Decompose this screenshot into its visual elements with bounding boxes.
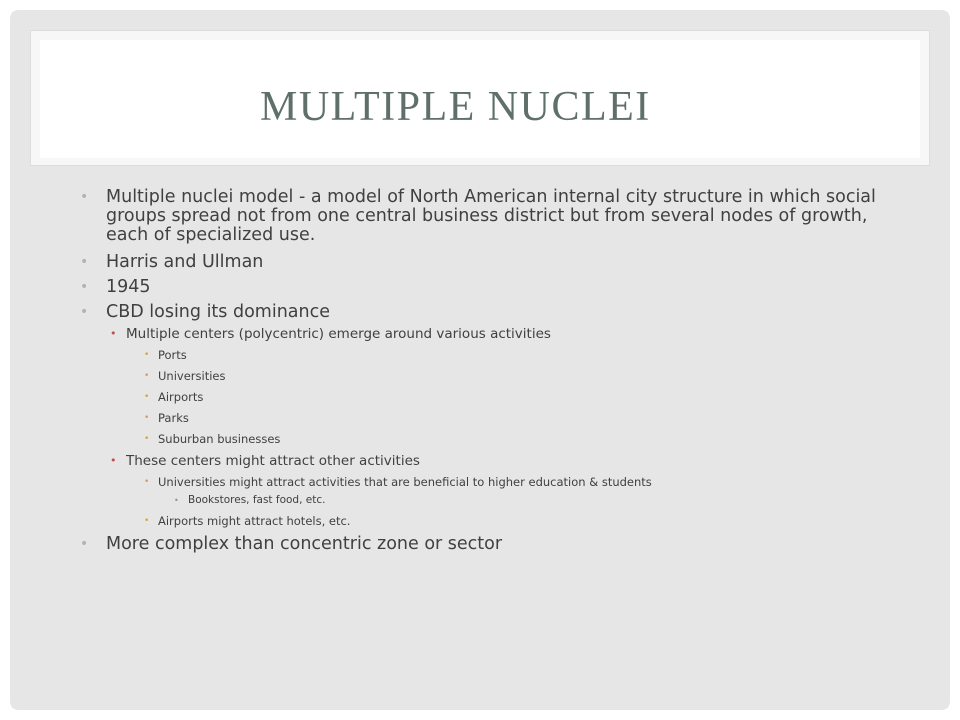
list-item-text: Suburban businesses bbox=[158, 432, 281, 446]
list-item-text: Multiple centers (polycentric) emerge around various activities bbox=[126, 326, 551, 342]
list-item-text: More complex than concentric zone or sector bbox=[106, 534, 503, 554]
list-item bbox=[126, 411, 880, 425]
slide-title: MULTIPLE NUCLEI bbox=[260, 84, 651, 130]
list-item bbox=[158, 494, 880, 507]
bullet-icon: • bbox=[144, 350, 150, 360]
bullet-icon: • bbox=[144, 392, 150, 402]
list-item bbox=[126, 390, 880, 404]
list-item-text: Parks bbox=[158, 411, 189, 425]
list-item bbox=[98, 453, 880, 528]
bullet-icon: • bbox=[144, 413, 150, 423]
sub-list bbox=[126, 475, 880, 528]
list-item bbox=[126, 369, 880, 383]
list-item-text: These centers might attract other activities bbox=[126, 453, 420, 469]
sub-list bbox=[158, 494, 880, 507]
bullet-icon: • bbox=[110, 454, 117, 467]
list-item bbox=[70, 188, 880, 245]
list-item-text: Universities bbox=[158, 369, 226, 383]
list-item bbox=[70, 278, 880, 297]
list-item bbox=[126, 432, 880, 446]
bullet-icon: • bbox=[80, 279, 89, 295]
list-item-text: Universities might attract activities that are beneficial to higher education & students bbox=[158, 475, 652, 489]
list-item bbox=[98, 326, 880, 446]
list-item-text: Airports might attract hotels, etc. bbox=[158, 514, 351, 528]
bullet-list bbox=[70, 188, 880, 322]
list-item-text: Ports bbox=[158, 348, 187, 362]
list-item bbox=[126, 348, 880, 362]
bullet-icon: • bbox=[80, 189, 89, 205]
bullet-icon: • bbox=[110, 327, 117, 340]
list-item bbox=[70, 303, 880, 322]
bullet-list bbox=[70, 535, 880, 554]
bullet-icon: • bbox=[144, 516, 150, 526]
list-item-text: Bookstores, fast food, etc. bbox=[188, 494, 326, 506]
bullet-icon: • bbox=[80, 304, 89, 320]
list-item bbox=[126, 475, 880, 507]
list-item bbox=[70, 535, 880, 554]
bullet-icon: • bbox=[144, 434, 150, 444]
slide-content bbox=[70, 188, 880, 560]
bullet-icon: • bbox=[144, 371, 150, 381]
list-item-text: CBD losing its dominance bbox=[106, 302, 330, 322]
bullet-icon: • bbox=[144, 477, 150, 487]
sub-list bbox=[126, 348, 880, 446]
list-item-text: Multiple nuclei model - a model of North American internal city structure in which social groups spread not from one central business district but from several nodes of growth, each of specialized use. bbox=[106, 187, 876, 245]
bullet-icon: • bbox=[174, 496, 179, 505]
bullet-icon: • bbox=[80, 536, 89, 552]
list-item-text: Airports bbox=[158, 390, 204, 404]
list-item bbox=[70, 253, 880, 272]
sub-list bbox=[98, 326, 880, 528]
list-item-text: 1945 bbox=[106, 277, 151, 297]
list-item bbox=[126, 514, 880, 528]
bullet-icon: • bbox=[80, 254, 89, 270]
slide bbox=[10, 10, 950, 710]
list-item-text: Harris and Ullman bbox=[106, 252, 264, 272]
